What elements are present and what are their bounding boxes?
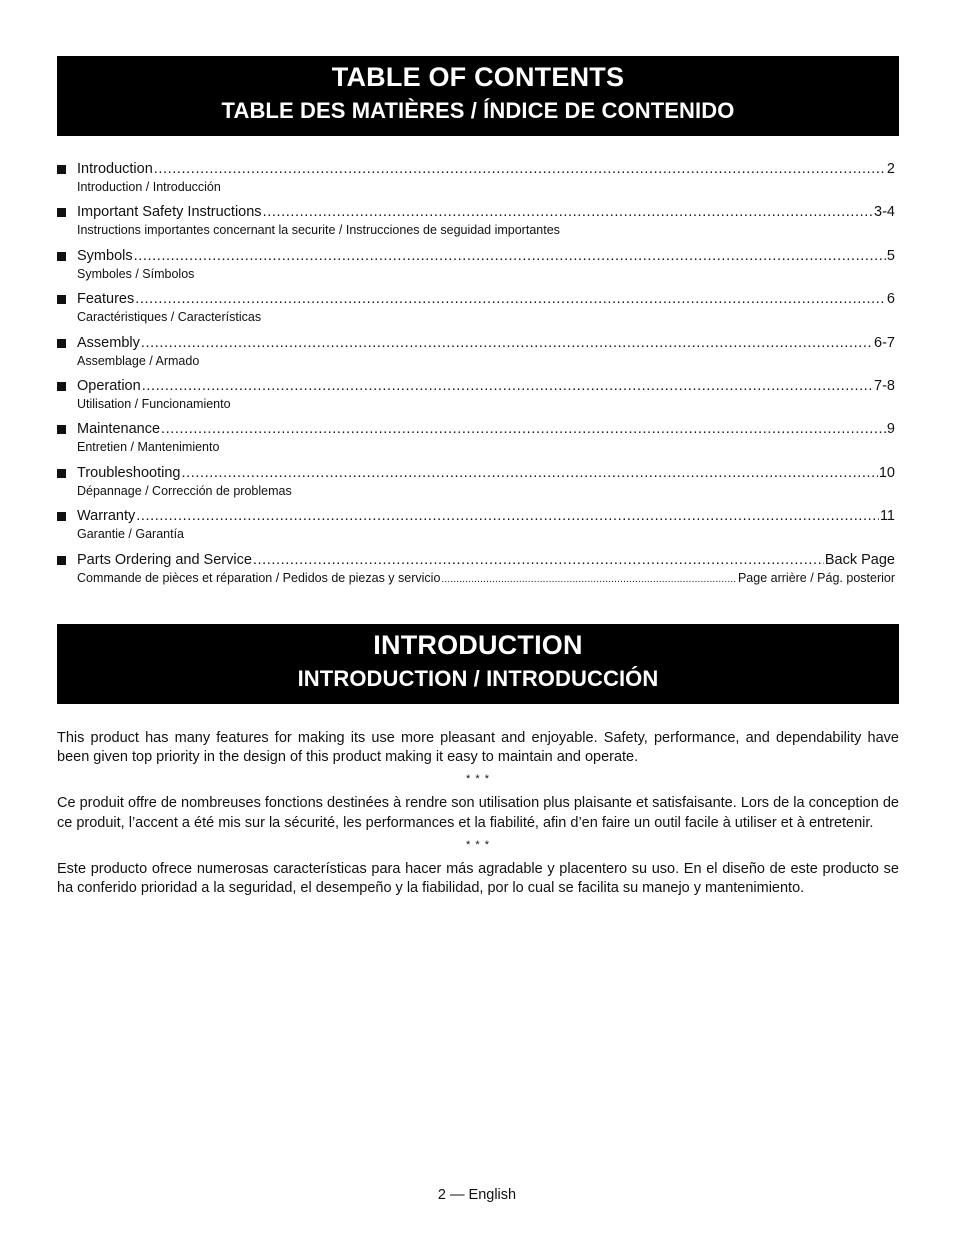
dot-leader: [135, 290, 886, 309]
toc-header-banner: [57, 56, 899, 136]
dot-leader: [181, 464, 877, 483]
square-bullet-icon: [57, 295, 66, 304]
toc-entry-translation-label: Assemblage / Armado: [77, 353, 200, 368]
toc-entry: [57, 160, 895, 203]
toc-entry-translation-label: Entretien / Mantenimiento: [77, 440, 220, 455]
toc-entry-line: [77, 290, 895, 309]
toc-entry-line: [77, 334, 895, 353]
toc-entry: [57, 203, 895, 246]
toc-entry-line: [77, 247, 895, 266]
toc-entry-translation: [77, 570, 895, 586]
toc-entry-label: Operation: [77, 377, 141, 394]
toc-entry-label: Features: [77, 291, 135, 308]
dot-leader: [141, 334, 873, 353]
square-bullet-icon: [57, 512, 66, 521]
toc-entry-translation: [77, 353, 895, 369]
section-separator: * * *: [466, 773, 490, 786]
toc-entry-translation-label: Utilisation / Funcionamiento: [77, 396, 231, 411]
page-footer: 2 — English: [437, 1187, 517, 1203]
toc-entry: [57, 464, 895, 507]
intro-paragraph-english: This product has many features for making its use more pleasant and enjoyable. Safety, performance, and dependability have been given top priority in the design of this product making it easy to maintain and operate.: [57, 730, 899, 766]
square-bullet-icon: [57, 165, 66, 174]
dot-leader: [142, 377, 873, 396]
toc-entry: [57, 551, 895, 594]
toc-entry-label: Introduction: [77, 161, 153, 177]
toc-entry-line: [77, 507, 895, 526]
toc-entry: [57, 377, 895, 420]
toc-entry-line: [77, 420, 895, 439]
square-bullet-icon: [57, 382, 66, 391]
introduction-title: INTRODUCTION: [373, 630, 583, 660]
introduction-subtitle: INTRODUCTION / INTRODUCCIÓN: [297, 666, 659, 691]
toc-entry-translation-label: Dépannage / Corrección de problemas: [77, 483, 292, 498]
toc-entry-translation: [77, 266, 895, 282]
toc-entry-page: 10: [878, 464, 895, 481]
toc-entry-page: 11: [879, 508, 895, 525]
toc-entry-translation: [77, 439, 895, 455]
toc-entry-translation-page: Page arrière / Pág. posterior: [737, 570, 895, 585]
toc-entry-page: 2: [886, 161, 895, 177]
toc-entry-translation-label: Introduction / Introducción: [77, 180, 221, 194]
toc-entry-translation-label: Garantie / Garantía: [77, 527, 185, 542]
introduction-header-banner: [57, 624, 899, 704]
square-bullet-icon: [57, 252, 66, 261]
toc-entry-translation-label: Caractéristiques / Características: [77, 310, 262, 325]
toc-entry-translation: [77, 222, 895, 238]
toc-entry-line: [77, 551, 895, 570]
dot-leader: [253, 551, 824, 570]
toc-entry-page: 6: [886, 291, 895, 308]
toc-entry-line: [77, 377, 895, 396]
dot-leader: [134, 247, 886, 266]
toc-entry-translation: [77, 179, 895, 195]
square-bullet-icon: [57, 469, 66, 478]
toc-entry-label: Important Safety Instructions: [77, 204, 262, 221]
introduction-body: [57, 729, 899, 898]
toc-entry-line: [77, 203, 895, 222]
toc-entry-line: [77, 160, 895, 179]
toc-entry: [57, 247, 895, 290]
toc-entry: [57, 507, 895, 550]
toc-entry-line: [77, 464, 895, 483]
toc-entry-page: Back Page: [824, 551, 895, 568]
dot-leader: [263, 203, 873, 222]
intro-paragraph-french: Ce produit offre de nombreuses fonctions destinées à rendre son utilisation plus plaisante et satisfaisante. Lors de la conception de ce produit, l’accent a été mis sur la sécurité, les performances et la fiabilité, afin d’en faire un outil facile à utiliser et à entretenir.: [57, 795, 899, 831]
dot-leader: [154, 160, 886, 179]
toc-entry-page: 5: [886, 247, 895, 264]
square-bullet-icon: [57, 339, 66, 348]
toc-entry-label: Maintenance: [77, 421, 161, 438]
dot-leader: [161, 420, 886, 439]
toc-entry: [57, 334, 895, 377]
toc-entry-label: Assembly: [77, 334, 140, 351]
toc-entry-label: Warranty: [77, 508, 136, 525]
toc-entry-translation: [77, 309, 895, 325]
dot-leader: [136, 507, 879, 526]
toc-entry-translation: [77, 483, 895, 499]
toc-entry-page: 9: [886, 421, 895, 438]
square-bullet-icon: [57, 556, 66, 565]
toc-entry-translation: [77, 526, 895, 542]
toc-entry-page: 3-4: [874, 204, 895, 221]
toc-entry-page: 6-7: [874, 334, 895, 351]
dot-leader: [441, 570, 737, 588]
toc-entry-translation: [77, 396, 895, 412]
toc-entry-translation-label: Symboles / Símbolos: [77, 266, 195, 281]
toc-entry: [57, 290, 895, 333]
intro-paragraph-spanish: Este producto ofrece numerosas características para hacer más agradable y placentero su uso. En el diseño de este producto se ha conferido prioridad a la seguridad, el desempeño y la fiabilidad, por lo cual se facilita su manejo y mantenimiento.: [57, 860, 899, 897]
square-bullet-icon: [57, 208, 66, 217]
toc-entry-label: Troubleshooting: [77, 464, 181, 481]
toc-entry-translation-label: Commande de pièces et réparation / Pedidos de piezas y servicio: [77, 570, 441, 585]
toc-entry-label: Symbols: [77, 247, 133, 264]
section-separator: * * *: [466, 838, 490, 851]
toc-subtitle: TABLE DES MATIÈRES / ÍNDICE DE CONTENIDO: [221, 98, 735, 123]
toc-title: TABLE OF CONTENTS: [331, 62, 625, 92]
toc-entry-page: 7-8: [874, 377, 895, 394]
toc-entry-translation-label: Instructions importantes concernant la securite / Instrucciones de seguidad importantes: [77, 223, 560, 238]
table-of-contents: [57, 160, 895, 594]
square-bullet-icon: [57, 425, 66, 434]
toc-entry-label: Parts Ordering and Service: [77, 551, 252, 568]
toc-entry: [57, 420, 895, 463]
